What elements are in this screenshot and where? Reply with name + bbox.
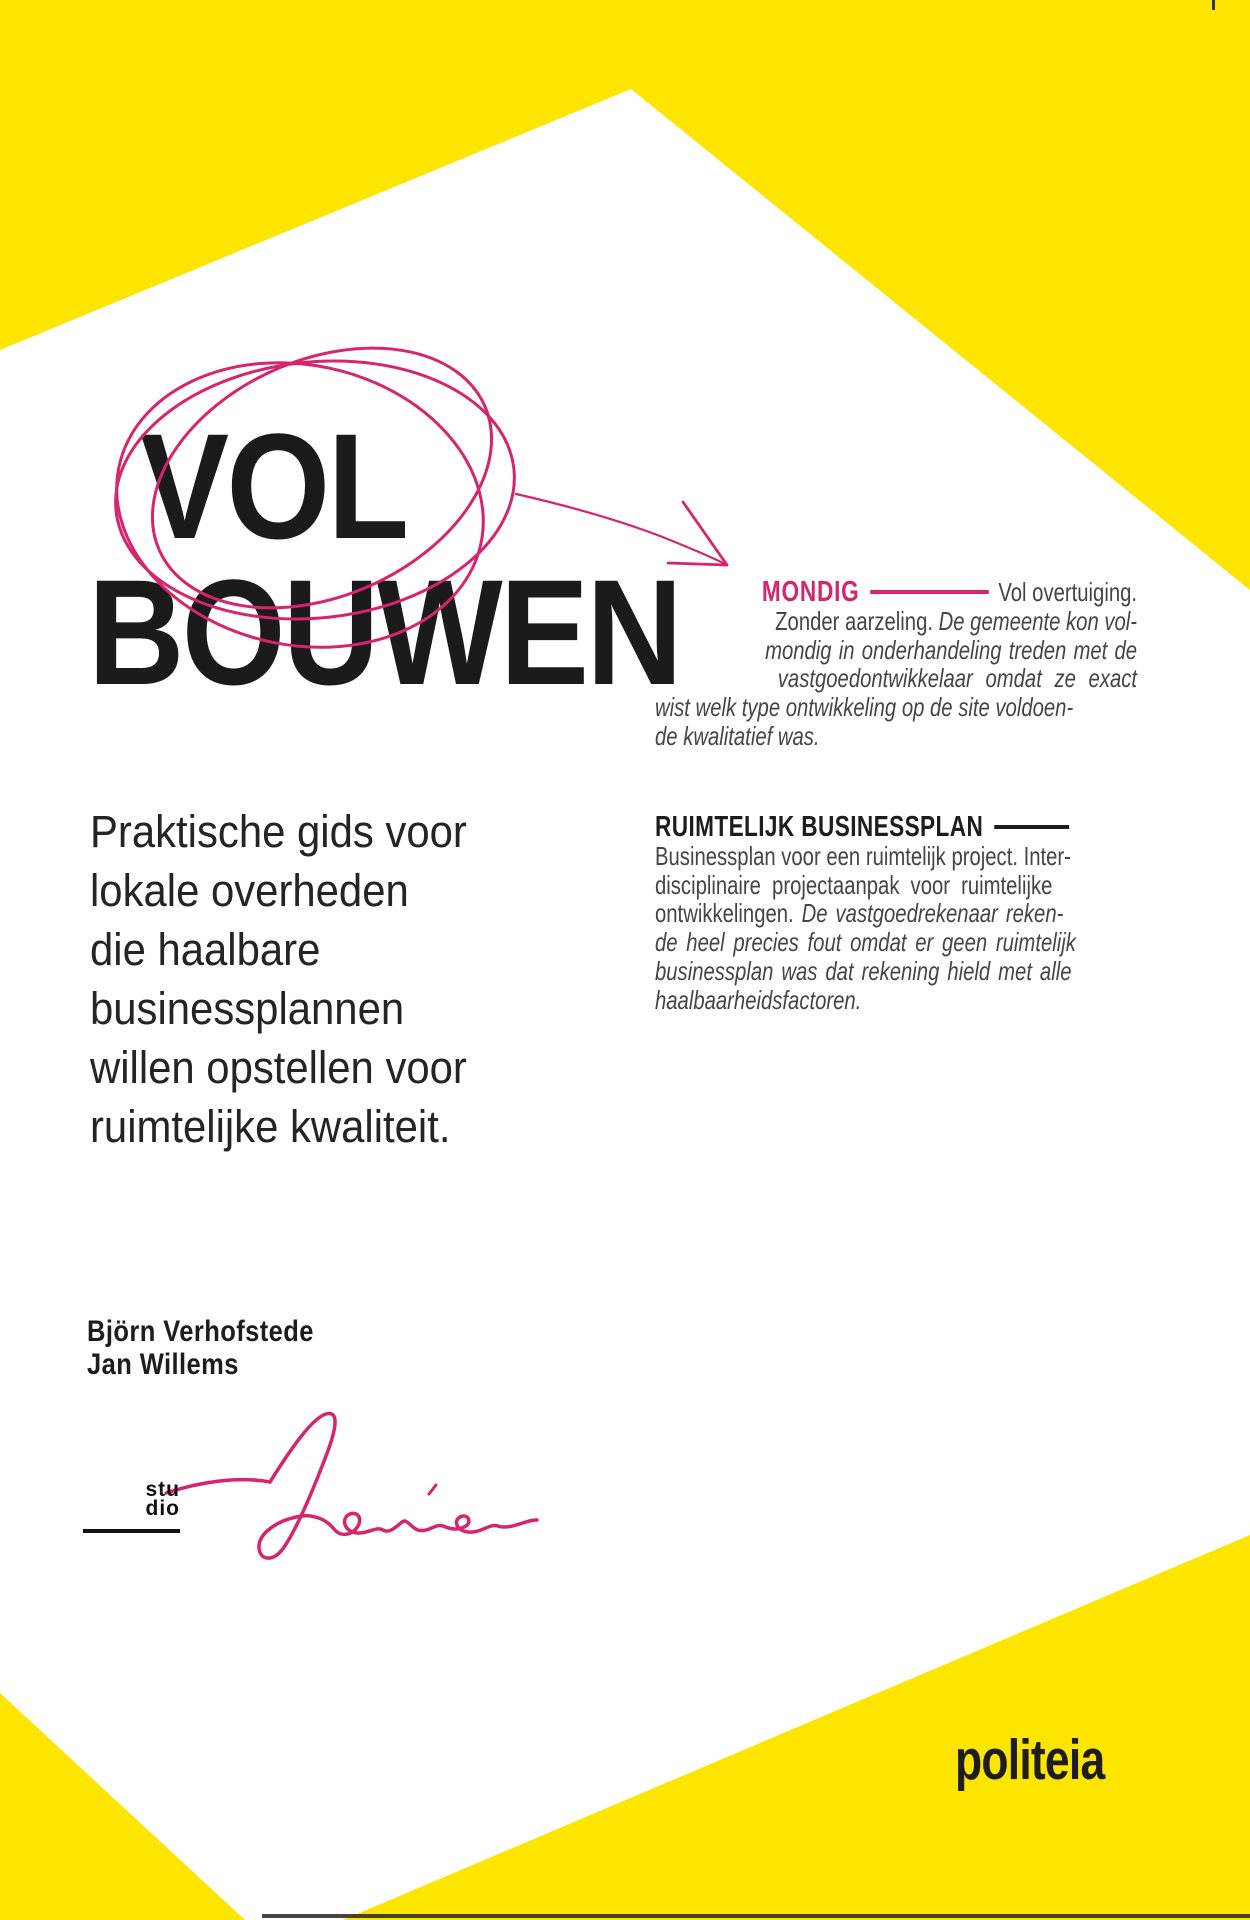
author-name: Jan Willems [87, 1348, 239, 1381]
text-line: haalbaarheidsfactoren. [655, 984, 862, 1015]
subtitle-line: lokale overheden [90, 865, 409, 916]
subtitle-line: businessplannen [90, 983, 405, 1034]
text-line: Businessplan voor een ruimtelijk project. Inter- [655, 840, 1071, 871]
levier-signature [166, 1413, 537, 1558]
mondig-heading: MONDIG [761, 576, 860, 608]
text-line: businessplan was dat rekening hield met alle [655, 955, 1072, 986]
text-line: disciplinaire projectaanpak voor ruimtelijke [655, 869, 1053, 900]
mondig-heading-line: MONDIG Vol overtuiging. [761, 576, 1138, 608]
author-name: Björn Verhofstede [87, 1315, 314, 1348]
text-line: de kwalitatief was. [655, 720, 820, 751]
publisher-logo: politeia [955, 1728, 1105, 1792]
subtitle-line: willen opstellen voor [90, 1042, 467, 1093]
subtitle-line: die haalbare [90, 924, 321, 975]
text-line: Zonder aarzeling. De gemeente kon vol- [775, 605, 1138, 636]
text-line: vastgoedontwikkelaar omdat ze exact [777, 663, 1138, 694]
text-line: wist welk type ontwikkeling op de site voldoen- [655, 692, 1074, 723]
paragraph-businessplan [655, 813, 1137, 1015]
businessplan-heading: RUIMTELIJK BUSINESSPLAN [655, 811, 984, 843]
text-line: ontwikkelingen. De vastgoedrekenaar reken- [655, 898, 1064, 929]
title-line-vol: VOL [140, 402, 407, 570]
top-edge-tick [1212, 0, 1215, 10]
text-line: mondig in onderhandeling treden met de [765, 634, 1138, 665]
title-line-bouwen: BOUWEN [88, 548, 681, 716]
bottom-edge-line [262, 1914, 1250, 1918]
businessplan-heading-line [655, 813, 1137, 842]
pink-rule [870, 590, 989, 594]
studio-wordmark: stu dio [145, 1478, 180, 1520]
subtitle-line: Praktische gids voor [90, 806, 467, 857]
studio-underline [83, 1529, 180, 1533]
subtitle-line: ruimtelijke kwaliteit. [90, 1101, 451, 1152]
subtitle [90, 802, 611, 1156]
text-line: de heel precies fout omdat er geen ruimtelijk [655, 927, 1076, 958]
black-rule [994, 825, 1069, 829]
paragraph-mondig [655, 578, 1137, 751]
authors [87, 1315, 314, 1381]
